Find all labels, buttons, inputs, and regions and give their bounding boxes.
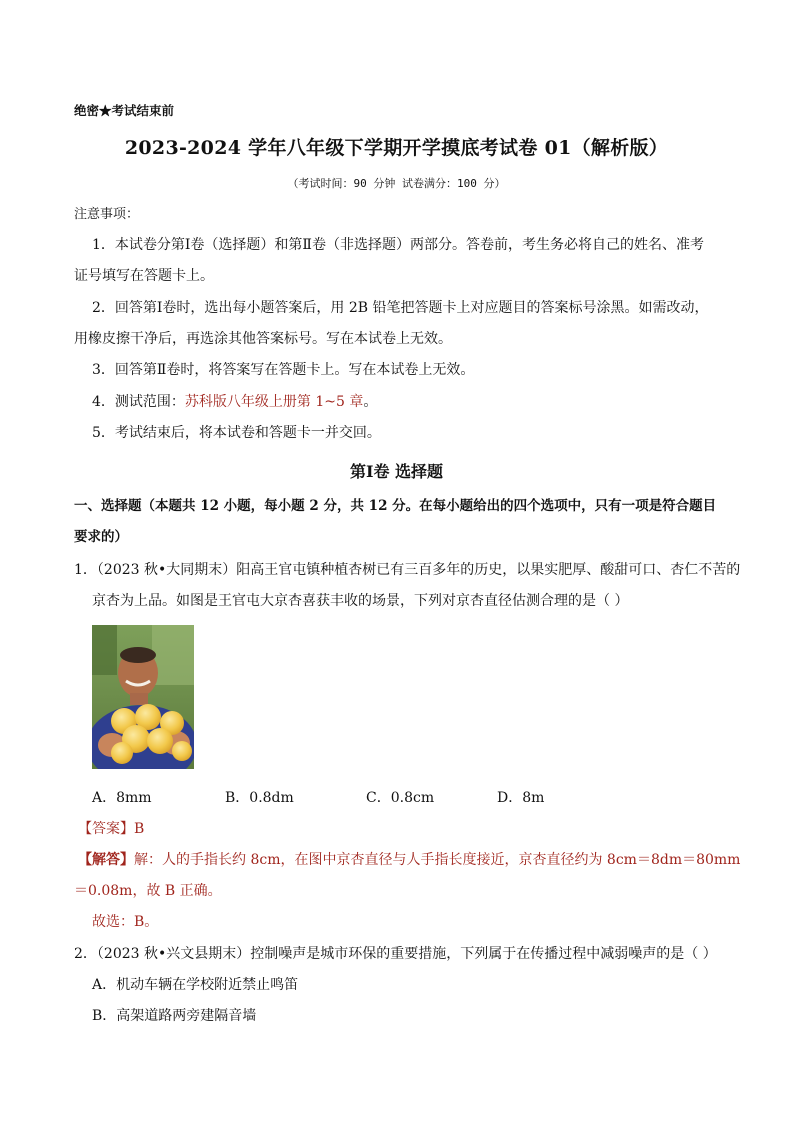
section-instruction-line2: 要求的）	[74, 529, 128, 545]
q1-stem-line2: 京杏为上品。如图是王官屯大京杏喜获丰收的场景，下列对京杏直径估测合理的是（ ）	[92, 593, 629, 609]
note-item-2-line1: 2．回答第Ⅰ卷时，选出每小题答案后，用 2B 铅笔把答题卡上对应题目的答案标号涂黑。如需改动，	[92, 300, 709, 316]
answer-label: 【答案】	[78, 821, 134, 837]
q1-analysis-line1	[78, 851, 740, 869]
notes-heading: 注意事项：	[74, 207, 140, 222]
q1-option-b: B．0.8dm	[225, 790, 294, 806]
q1-option-c: C．0.8cm	[366, 790, 435, 806]
section-title: 第Ⅰ卷 选择题	[349, 462, 444, 481]
q1-options	[0, 789, 793, 807]
page-title: 2023-2024 学年八年级下学期开学摸底考试卷 01（解析版）	[124, 137, 669, 159]
note-item-1-line2: 证号填写在答题卡上。	[74, 268, 214, 284]
test-scope: 苏科版八年级上册第 1~5 章	[184, 394, 364, 410]
exam-info: （考试时间：90 分钟 试卷满分：100 分）	[287, 177, 506, 190]
q1-option-d: D．8m	[497, 790, 545, 806]
note-item-3: 3．回答第Ⅱ卷时，将答案写在答题卡上。写在本试卷上无效。	[92, 362, 475, 378]
analysis-label: 【解答】	[78, 852, 134, 868]
analysis-text-line1: 解：人的手指长约 8cm，在图中京杏直径与人手指长度接近，京杏直径约为 8cm＝8dm＝80mm	[134, 852, 741, 868]
note-item-4-prefix: 4．测试范围：	[92, 394, 185, 410]
q1-answer	[78, 820, 144, 838]
note-item-4	[92, 393, 377, 411]
note-item-1-line1: 1．本试卷分第Ⅰ卷（选择题）和第Ⅱ卷（非选择题）两部分。答卷前，考生务必将自己的姓名、准考	[92, 237, 704, 253]
answer-value: B	[134, 821, 145, 837]
q1-analysis-line2: ＝0.08m，故 B 正确。	[74, 883, 222, 899]
q1-stem-line1: 1．（2023 秋•大同期末）阳高王官屯镇种植杏树已有三百多年的历史，以果实肥厚、酸甜可口、杏仁不苦的	[74, 562, 741, 578]
q2-option-a: A．机动车辆在学校附近禁止鸣笛	[92, 977, 299, 993]
note-item-4-suffix: 。	[363, 394, 378, 410]
note-item-5: 5．考试结束后，将本试卷和答题卡一并交回。	[92, 425, 381, 441]
q2-stem-line1: 2．（2023 秋•兴文县期末）控制噪声是城市环保的重要措施，下列属于在传播过程中减弱噪声的是（ ）	[74, 946, 717, 962]
q1-option-a: A．8mm	[92, 790, 152, 806]
q1-conclusion: 故选：B。	[92, 914, 159, 930]
note-item-2-line2: 用橡皮擦干净后，再选涂其他答案标号。写在本试卷上无效。	[74, 331, 452, 347]
apricot-harvest-photo	[92, 625, 194, 769]
q2-option-b: B．高架道路两旁建隔音墙	[92, 1008, 257, 1024]
secret-label: 绝密★考试结束前	[74, 103, 175, 118]
section-instruction-line1: 一、选择题（本题共 12 小题，每小题 2 分，共 12 分。在每小题给出的四个选项中，只有一项是符合题目	[74, 498, 717, 514]
